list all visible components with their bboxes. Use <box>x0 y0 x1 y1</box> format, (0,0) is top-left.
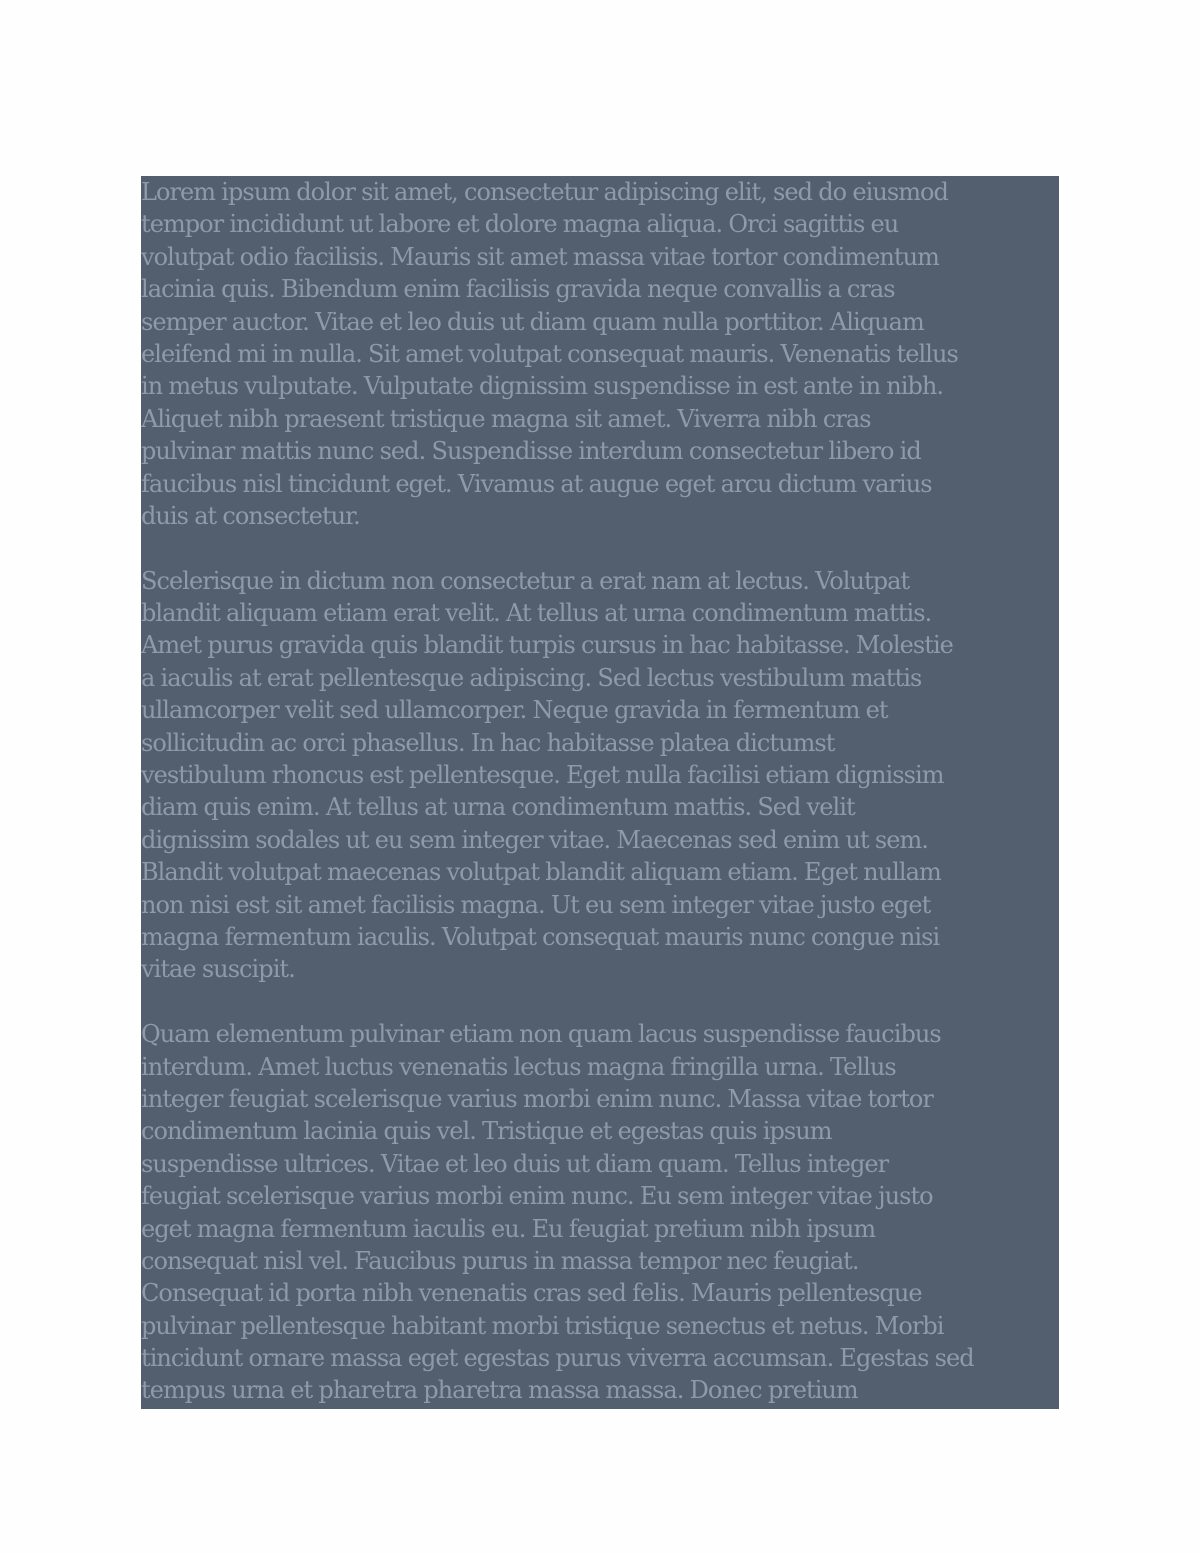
paragraph-1 <box>141 176 1059 532</box>
text-line: duis at consectetur. <box>141 501 360 530</box>
paragraph-spacer <box>141 532 1059 564</box>
text-line: non nisi est sit amet facilisis magna. Ut eu sem integer vitae justo eget <box>141 890 931 919</box>
text-line: pulvinar pellentesque habitant morbi tristique senectus et netus. Morbi <box>141 1311 944 1340</box>
text-line: feugiat scelerisque varius morbi enim nunc. Eu sem integer vitae justo <box>141 1182 933 1211</box>
text-line: interdum. Amet luctus venenatis lectus magna fringilla urna. Tellus <box>141 1052 896 1081</box>
text-line: faucibus nisl tincidunt eget. Vivamus at augue eget arcu dictum varius <box>141 469 932 498</box>
text-line: magna fermentum iaculis. Volutpat consequat mauris nunc congue nisi <box>141 922 940 951</box>
text-line: diam quis enim. At tellus at urna condimentum mattis. Sed velit <box>141 793 855 822</box>
text-line: tempus urna et pharetra pharetra massa massa. Donec pretium <box>141 1376 858 1405</box>
text-line: dignissim sodales ut eu sem integer vitae. Maecenas sed enim ut sem. <box>141 825 928 854</box>
text-block <box>141 176 1059 1409</box>
text-line: Amet purus gravida quis blandit turpis cursus in hac habitasse. Molestie <box>141 631 953 660</box>
text-line: Consequat id porta nibh venenatis cras sed felis. Mauris pellentesque <box>141 1279 922 1308</box>
text-line: vestibulum rhoncus est pellentesque. Eget nulla facilisi etiam dignissim <box>141 761 944 790</box>
paragraph-spacer <box>141 986 1059 1018</box>
text-line: Quam elementum pulvinar etiam non quam lacus suspendisse faucibus <box>141 1020 941 1049</box>
text-line: lacinia quis. Bibendum enim facilisis gravida neque convallis a cras <box>141 275 895 304</box>
text-line: semper auctor. Vitae et leo duis ut diam quam nulla porttitor. Aliquam <box>141 307 924 336</box>
text-line: Lorem ipsum dolor sit amet, consectetur adipiscing elit, sed do eiusmod <box>141 178 948 206</box>
text-line: a iaculis at erat pellentesque adipiscing. Sed lectus vestibulum mattis <box>141 663 922 692</box>
paragraph-3 <box>141 1018 1059 1407</box>
text-line: blandit aliquam etiam erat velit. At tellus at urna condimentum mattis. <box>141 599 932 628</box>
text-line: suspendisse ultrices. Vitae et leo duis ut diam quam. Tellus integer <box>141 1149 889 1178</box>
text-line: Aliquet nibh praesent tristique magna sit amet. Viverra nibh cras <box>141 404 871 433</box>
text-line: integer feugiat scelerisque varius morbi enim nunc. Massa vitae tortor <box>141 1084 933 1113</box>
text-line: tempor incididunt ut labore et dolore magna aliqua. Orci sagittis eu <box>141 210 899 239</box>
text-line: eleifend mi in nulla. Sit amet volutpat consequat mauris. Venenatis tellus <box>141 339 958 368</box>
text-line: pulvinar mattis nunc sed. Suspendisse interdum consectetur libero id <box>141 437 921 466</box>
text-line: vitae suscipit. <box>141 955 295 984</box>
text-line: ullamcorper velit sed ullamcorper. Neque gravida in fermentum et <box>141 696 888 725</box>
text-line: eget magna fermentum iaculis eu. Eu feugiat pretium nibh ipsum <box>141 1214 876 1243</box>
text-line: sollicitudin ac orci phasellus. In hac habitasse platea dictumst <box>141 728 835 757</box>
text-line: volutpat odio facilisis. Mauris sit amet massa vitae tortor condimentum <box>141 242 939 271</box>
text-line: in metus vulputate. Vulputate dignissim suspendisse in est ante in nibh. <box>141 372 944 401</box>
text-line: Scelerisque in dictum non consectetur a erat nam at lectus. Volutpat <box>141 566 910 595</box>
text-line: consequat nisl vel. Faucibus purus in massa tempor nec feugiat. <box>141 1246 859 1275</box>
text-line: condimentum lacinia quis vel. Tristique et egestas quis ipsum <box>141 1117 832 1146</box>
paragraph-2 <box>141 565 1059 986</box>
text-line: Blandit volutpat maecenas volutpat blandit aliquam etiam. Eget nullam <box>141 858 941 887</box>
text-line: tincidunt ornare massa eget egestas purus viverra accumsan. Egestas sed <box>141 1344 974 1373</box>
